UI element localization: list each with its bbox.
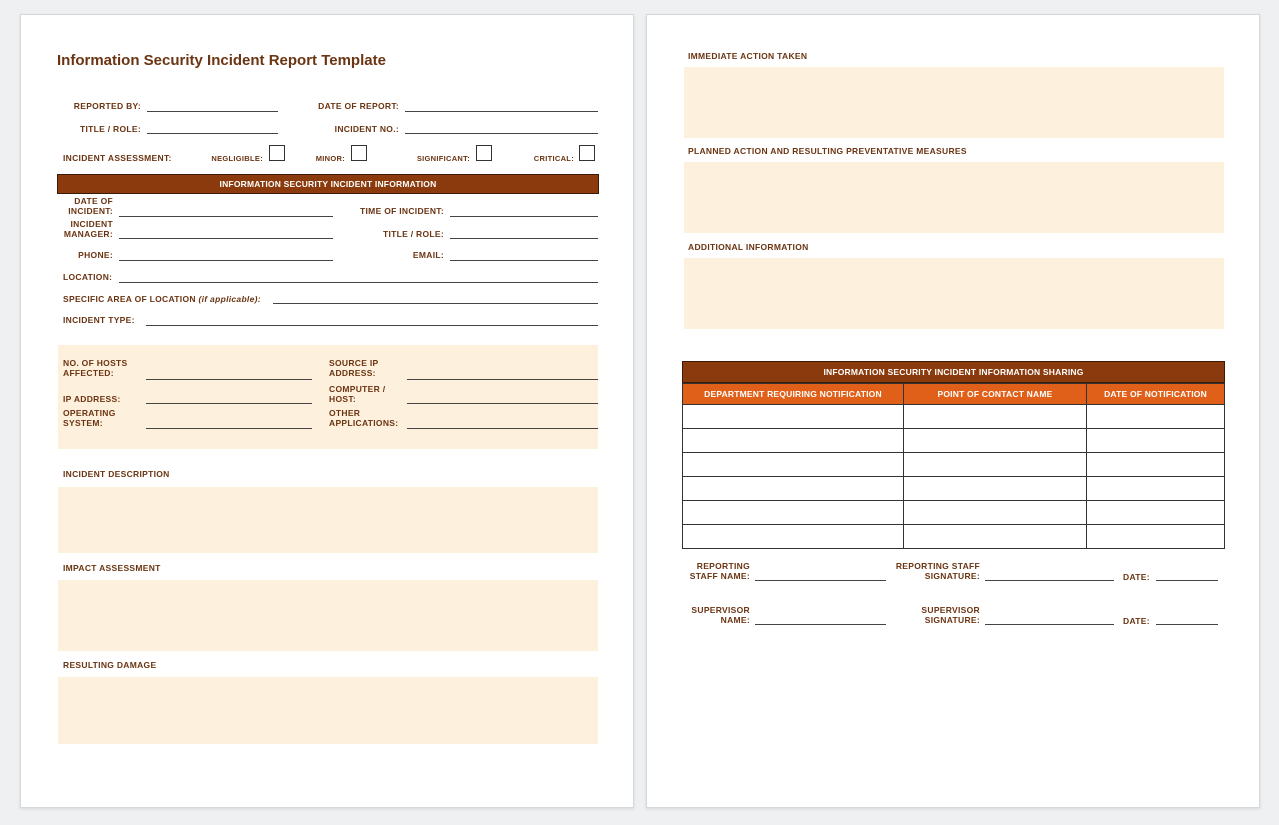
- table-row: [683, 501, 1225, 525]
- other-applications-label-line2: APPLICATIONS:: [329, 418, 399, 428]
- minor-label: MINOR:: [315, 154, 345, 163]
- reporting-signature-label-line1: REPORTING STAFF: [895, 561, 980, 571]
- planned-action-field[interactable]: [684, 162, 1224, 233]
- reporting-signature-field[interactable]: [985, 580, 1114, 581]
- incident-info-header: INFORMATION SECURITY INCIDENT INFORMATION: [57, 174, 599, 194]
- title-role-field[interactable]: [147, 133, 278, 134]
- incident-assessment-label: INCIDENT ASSESSMENT:: [63, 153, 172, 163]
- computer-host-label-line2: HOST:: [329, 394, 356, 404]
- date-of-incident-label-line1: DATE OF: [74, 196, 113, 206]
- incident-manager-field[interactable]: [119, 238, 333, 239]
- impact-assessment-field[interactable]: [58, 580, 598, 651]
- table-cell[interactable]: [1087, 501, 1225, 525]
- incident-description-label: INCIDENT DESCRIPTION: [63, 469, 170, 479]
- other-applications-label-line1: OTHER: [329, 408, 361, 418]
- immediate-action-label: IMMEDIATE ACTION TAKEN: [688, 51, 808, 61]
- title-role-label: TITLE / ROLE:: [79, 124, 141, 134]
- table-row: [683, 525, 1225, 549]
- negligible-label: NEGLIGIBLE:: [211, 154, 263, 163]
- sharing-header: INFORMATION SECURITY INCIDENT INFORMATION SHARING: [682, 361, 1225, 383]
- reporting-date-field[interactable]: [1156, 580, 1218, 581]
- impact-assessment-label: IMPACT ASSESSMENT: [63, 563, 161, 573]
- table-cell[interactable]: [904, 501, 1087, 525]
- table-cell[interactable]: [1087, 525, 1225, 549]
- incident-manager-label-line1: INCIDENT: [70, 219, 113, 229]
- table-cell[interactable]: [683, 429, 904, 453]
- incident-no-field[interactable]: [405, 133, 598, 134]
- column-header-date: DATE OF NOTIFICATION: [1087, 384, 1225, 405]
- form-page-2: [646, 14, 1260, 808]
- hosts-affected-label-line2: AFFECTED:: [63, 368, 114, 378]
- computer-host-field[interactable]: [407, 403, 598, 404]
- ip-address-field[interactable]: [146, 403, 312, 404]
- table-row: [683, 477, 1225, 501]
- table-cell[interactable]: [1087, 453, 1225, 477]
- table-cell[interactable]: [904, 405, 1087, 429]
- operating-system-label-line2: SYSTEM:: [63, 418, 103, 428]
- table-row: [683, 405, 1225, 429]
- reporting-staff-label-line1: REPORTING: [696, 561, 750, 571]
- resulting-damage-field[interactable]: [58, 677, 598, 744]
- hosts-affected-field[interactable]: [146, 379, 312, 380]
- incident-manager-label-line2: MANAGER:: [63, 229, 113, 239]
- table-cell[interactable]: [683, 453, 904, 477]
- computer-host-label-line1: COMPUTER /: [329, 384, 386, 394]
- additional-info-field[interactable]: [684, 258, 1224, 329]
- supervisor-date-label: DATE:: [1123, 616, 1150, 626]
- supervisor-name-field[interactable]: [755, 624, 886, 625]
- phone-field[interactable]: [119, 260, 333, 261]
- table-cell[interactable]: [1087, 429, 1225, 453]
- location-field[interactable]: [119, 282, 598, 283]
- date-of-report-label: DATE OF REPORT:: [318, 101, 399, 111]
- significant-label: SIGNIFICANT:: [416, 154, 470, 163]
- manager-title-role-label: TITLE / ROLE:: [382, 229, 444, 239]
- supervisor-signature-field[interactable]: [985, 624, 1114, 625]
- location-label: LOCATION:: [63, 272, 113, 282]
- table-cell[interactable]: [683, 501, 904, 525]
- immediate-action-field[interactable]: [684, 67, 1224, 138]
- supervisor-date-field[interactable]: [1156, 624, 1218, 625]
- supervisor-signature-label-line1: SUPERVISOR: [921, 605, 980, 615]
- source-ip-field[interactable]: [407, 379, 598, 380]
- date-of-incident-label-line2: INCIDENT:: [68, 206, 113, 216]
- table-cell[interactable]: [683, 405, 904, 429]
- incident-description-field[interactable]: [58, 487, 598, 553]
- critical-checkbox[interactable]: [579, 145, 595, 161]
- source-ip-label-line2: ADDRESS:: [329, 368, 376, 378]
- time-of-incident-label: TIME OF INCIDENT:: [360, 206, 444, 216]
- reported-by-label: REPORTED BY:: [73, 101, 141, 111]
- reporting-staff-name-field[interactable]: [755, 580, 886, 581]
- planned-action-label: PLANNED ACTION AND RESULTING PREVENTATIVE MEASURES: [688, 146, 967, 156]
- phone-label: PHONE:: [78, 250, 113, 260]
- hosts-affected-label-line1: NO. OF HOSTS: [63, 358, 128, 368]
- resulting-damage-label: RESULTING DAMAGE: [63, 660, 157, 670]
- time-of-incident-field[interactable]: [450, 216, 598, 217]
- specific-area-field[interactable]: [273, 303, 598, 304]
- additional-info-label: ADDITIONAL INFORMATION: [688, 242, 809, 252]
- supervisor-name-label-line1: SUPERVISOR: [691, 605, 750, 615]
- significant-checkbox[interactable]: [476, 145, 492, 161]
- reporting-signature-label-line2: SIGNATURE:: [924, 571, 980, 581]
- form-page-1: [20, 14, 634, 808]
- negligible-checkbox[interactable]: [269, 145, 285, 161]
- sharing-table: [682, 383, 1225, 549]
- ip-address-label: IP ADDRESS:: [63, 394, 121, 404]
- incident-type-field[interactable]: [146, 325, 598, 326]
- table-cell[interactable]: [904, 453, 1087, 477]
- reporting-staff-label-line2: STAFF NAME:: [689, 571, 750, 581]
- supervisor-signature-label-line2: SIGNATURE:: [924, 615, 980, 625]
- email-label: EMAIL:: [412, 250, 444, 260]
- table-cell[interactable]: [683, 477, 904, 501]
- table-cell[interactable]: [683, 525, 904, 549]
- date-of-report-field[interactable]: [405, 111, 598, 112]
- date-of-incident-field[interactable]: [119, 216, 333, 217]
- source-ip-label-line1: SOURCE IP: [329, 358, 379, 368]
- supervisor-name-label-line2: NAME:: [720, 615, 750, 625]
- specific-area-label: SPECIFIC AREA OF LOCATION (if applicable):: [63, 294, 261, 304]
- operating-system-label-line1: OPERATING: [63, 408, 116, 418]
- incident-no-label: INCIDENT NO.:: [334, 124, 399, 134]
- reported-by-field[interactable]: [147, 111, 278, 112]
- table-cell[interactable]: [904, 525, 1087, 549]
- other-applications-field[interactable]: [407, 428, 598, 429]
- column-header-department: DEPARTMENT REQUIRING NOTIFICATION: [683, 384, 904, 405]
- hosts-block: [58, 345, 598, 449]
- critical-label: CRITICAL:: [533, 154, 574, 163]
- table-cell[interactable]: [1087, 405, 1225, 429]
- page-title: Information Security Incident Report Template: [57, 52, 386, 69]
- manager-title-role-field[interactable]: [450, 238, 598, 239]
- operating-system-field[interactable]: [146, 428, 312, 429]
- table-row: [683, 453, 1225, 477]
- table-cell[interactable]: [904, 429, 1087, 453]
- table-row: [683, 429, 1225, 453]
- column-header-contact: POINT OF CONTACT NAME: [904, 384, 1087, 405]
- table-cell[interactable]: [904, 477, 1087, 501]
- email-field[interactable]: [450, 260, 598, 261]
- minor-checkbox[interactable]: [351, 145, 367, 161]
- reporting-date-label: DATE:: [1123, 572, 1150, 582]
- table-cell[interactable]: [1087, 477, 1225, 501]
- incident-type-label: INCIDENT TYPE:: [63, 315, 135, 325]
